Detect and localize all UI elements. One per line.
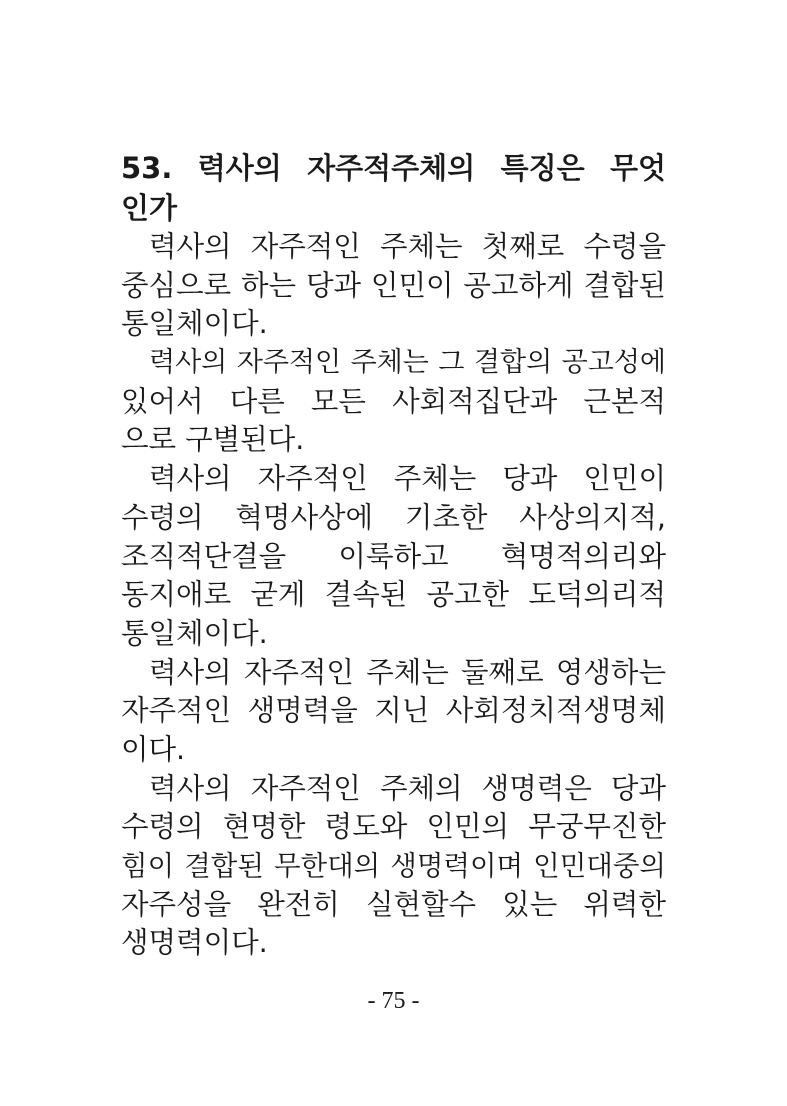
text-line: 력사의 자주적인 주체의 생명력은 당과 bbox=[149, 771, 666, 805]
text-line: 중심으로 하는 당과 인민이 공고하게 결합된 bbox=[121, 268, 666, 302]
text-line: 력사의 자주적인 주체는 둘째로 영생하는 bbox=[149, 655, 666, 689]
paragraph-3 bbox=[121, 460, 666, 653]
paragraph-5 bbox=[121, 770, 666, 963]
section-heading bbox=[121, 148, 666, 228]
text-line: 으로 구별된다. bbox=[121, 423, 305, 457]
paragraph-4 bbox=[121, 654, 666, 770]
text-line: 력사의 자주적인 주체는 첫째로 수령을 bbox=[149, 230, 666, 263]
heading-line-2: 인가 bbox=[121, 191, 178, 225]
text-line: 통일체이다. bbox=[121, 307, 268, 341]
text-line: 수령의 혁명사상에 기초한 사상의지적, bbox=[121, 500, 666, 534]
paragraph-1 bbox=[121, 228, 666, 344]
heading-line-1: 53. 력사의 자주적주체의 특징은 무엇 bbox=[121, 151, 666, 185]
document-page bbox=[121, 148, 666, 963]
text-line: 력사의 자주적인 주체는 그 결합의 공고성에 bbox=[149, 347, 666, 379]
page-number: - 75 - bbox=[367, 988, 420, 1014]
text-line: 이다. bbox=[121, 732, 186, 766]
text-line: 자주적인 생명력을 지닌 사회정치적생명체 bbox=[121, 694, 666, 728]
text-line: 조직적단결을 이룩하고 혁명적의리와 bbox=[121, 539, 666, 573]
text-line: 력사의 자주적인 주체는 당과 인민이 bbox=[149, 462, 666, 496]
text-line: 있어서 다른 모든 사회적집단과 근본적 bbox=[121, 384, 666, 418]
text-line: 생명력이다. bbox=[121, 926, 268, 960]
text-line: 동지애로 굳게 결속된 공고한 도덕의리적 bbox=[121, 578, 666, 612]
text-line: 수령의 현명한 령도와 인민의 무궁무진한 bbox=[121, 810, 666, 844]
paragraph-2 bbox=[121, 344, 666, 460]
text-line: 통일체이다. bbox=[121, 616, 268, 650]
text-line: 자주성을 완전히 실현할수 있는 위력한 bbox=[121, 887, 666, 921]
text-line: 힘이 결합된 무한대의 생명력이며 인민대중의 bbox=[121, 850, 666, 882]
